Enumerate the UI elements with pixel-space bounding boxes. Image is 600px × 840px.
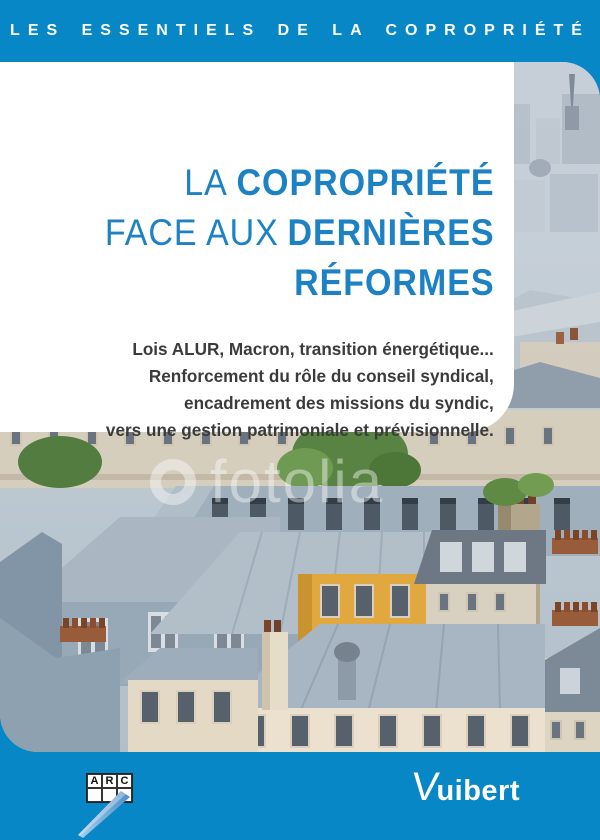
book-title xyxy=(104,158,494,308)
arc-letter-a: A xyxy=(87,774,102,788)
right-foreground xyxy=(545,602,600,752)
stock-watermark xyxy=(150,448,385,515)
title-line-3 xyxy=(104,258,494,308)
title-line-1 xyxy=(104,158,494,208)
subtitle-line: Renforcement du rôle du conseil syndical, xyxy=(149,366,495,386)
title-line3-bold: RÉFORMES xyxy=(293,262,494,303)
watermark-logo-icon xyxy=(150,459,196,505)
title-line2-regular: FACE AUX xyxy=(104,212,279,253)
collection-banner: LES ESSENTIELS DE LA COPROPRIÉTÉ xyxy=(10,22,590,39)
watermark-text: fotolia xyxy=(210,448,385,515)
publisher-logo xyxy=(409,765,520,810)
publisher-initial: V xyxy=(409,765,439,809)
arc-letter-c: C xyxy=(117,774,132,788)
subtitle-line: encadrement des missions du syndic, xyxy=(184,393,494,413)
title-line-2 xyxy=(104,208,494,258)
title-line1-regular: LA xyxy=(183,162,228,203)
subtitle-line: vers une gestion patrimoniale et prévisionnelle. xyxy=(106,420,494,440)
publisher-rest: uibert xyxy=(436,775,520,807)
book-subtitle xyxy=(106,336,494,444)
arc-letter-r: R xyxy=(102,774,117,788)
title-line1-bold: COPROPRIÉTÉ xyxy=(236,162,494,203)
arc-logo xyxy=(86,773,133,803)
subtitle-line: Lois ALUR, Macron, transition énergétique... xyxy=(132,339,494,359)
title-panel xyxy=(0,62,514,440)
title-line2-bold: DERNIÈRES xyxy=(287,212,494,253)
arc-pen-icon xyxy=(68,781,140,840)
